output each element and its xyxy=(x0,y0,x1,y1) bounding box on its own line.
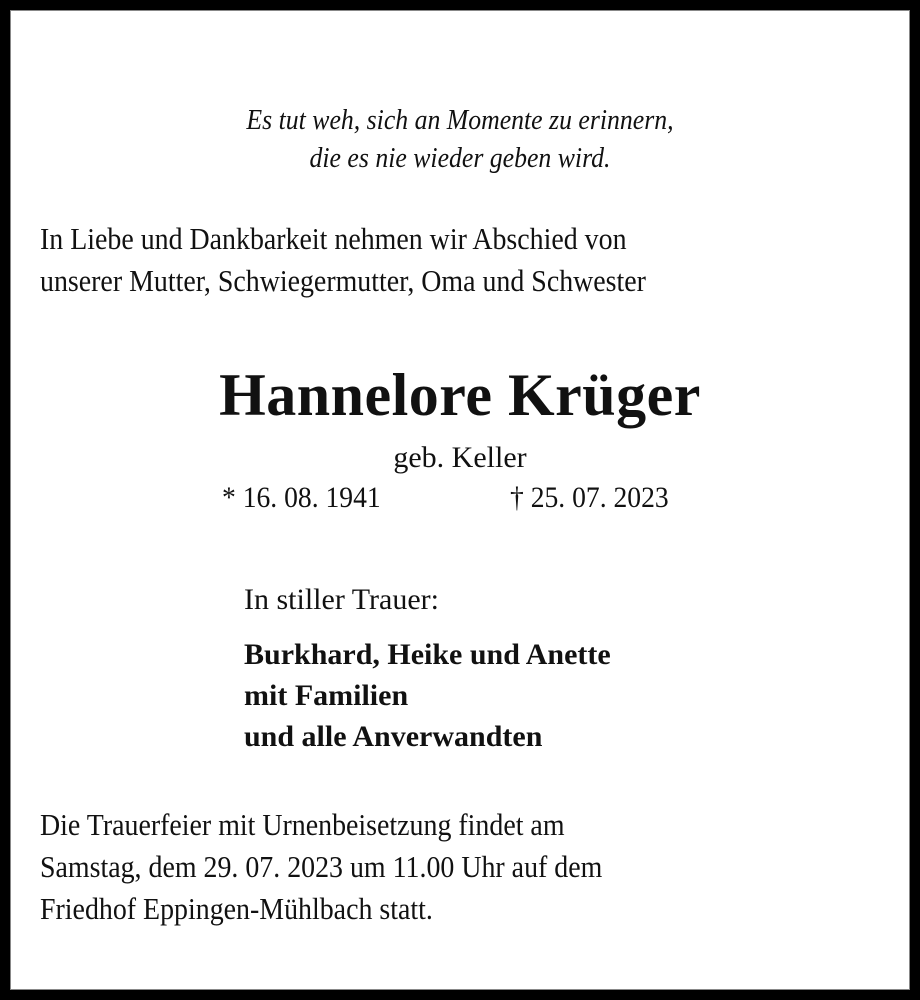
quote-line-2: die es nie wieder geben wird. xyxy=(309,143,611,174)
intro-line-1: In Liebe und Dankbarkeit nehmen wir Abschied von xyxy=(40,221,627,256)
maiden-name: geb. Keller xyxy=(393,441,527,474)
birth-date: * 16. 08. 1941 xyxy=(222,481,381,514)
funeral-line-3: Friedhof Eppingen-Mühlbach statt. xyxy=(40,891,433,926)
mourners-line-3: und alle Anverwandten xyxy=(244,720,543,753)
funeral-line-1: Die Trauerfeier mit Urnenbeisetzung findet am xyxy=(40,807,565,842)
mourners-line-2: mit Familien xyxy=(244,679,409,712)
deceased-name: Hannelore Krüger xyxy=(219,362,701,428)
mourners-line-1: Burkhard, Heike und Anette xyxy=(244,638,611,671)
death-date: † 25. 07. 2023 xyxy=(510,481,669,514)
obituary-card xyxy=(10,10,910,990)
quote-line-1: Es tut weh, sich an Momente zu erinnern, xyxy=(246,105,674,136)
mourners-label: In stiller Trauer: xyxy=(244,583,439,616)
intro-line-2: unserer Mutter, Schwiegermutter, Oma und Schwester xyxy=(40,263,646,298)
funeral-line-2: Samstag, dem 29. 07. 2023 um 11.00 Uhr auf dem xyxy=(40,849,603,884)
